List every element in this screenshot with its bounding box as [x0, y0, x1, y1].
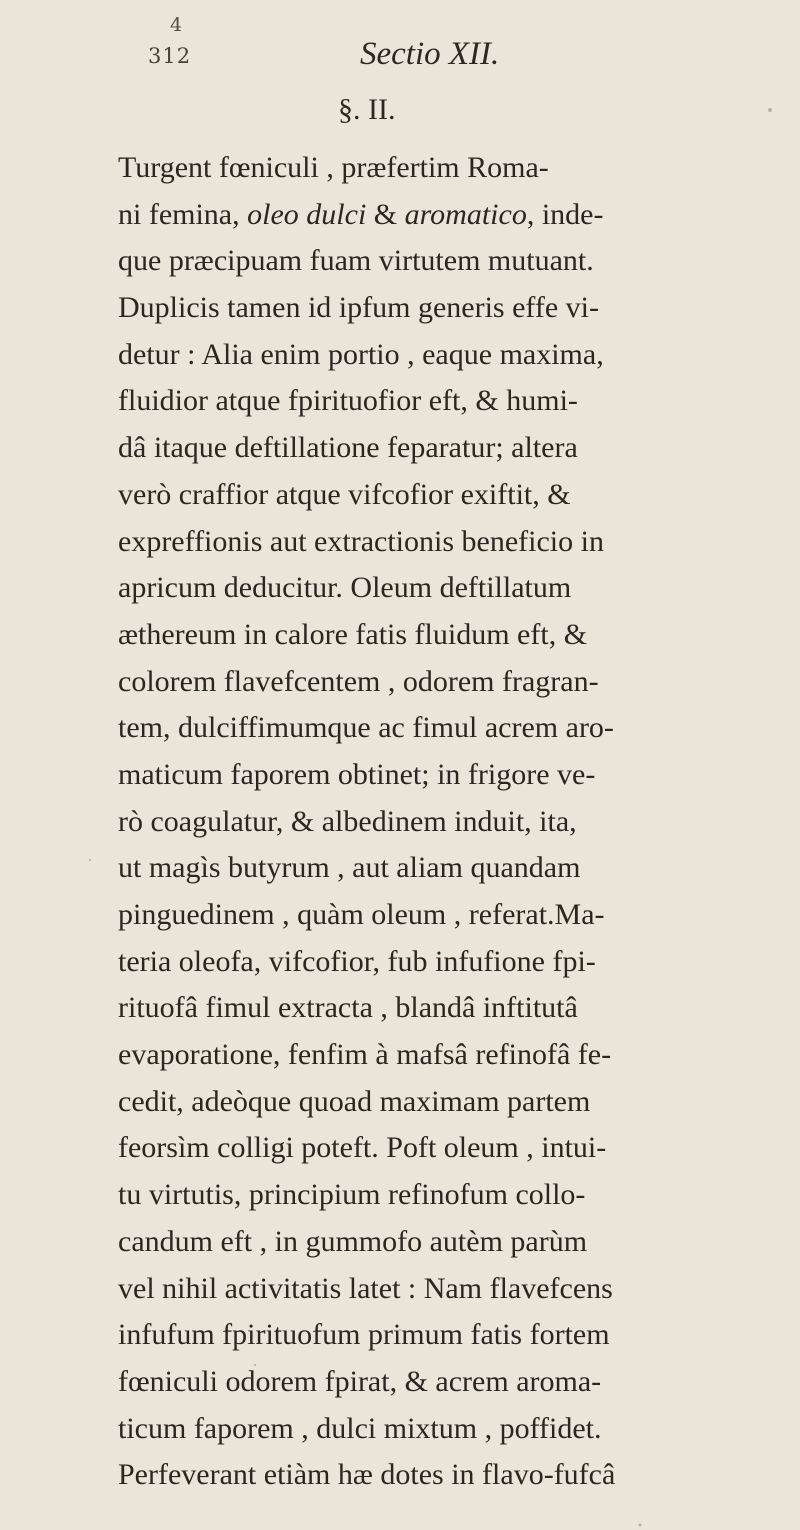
text-line — [118, 1079, 788, 1126]
italic-text: aromatico — [404, 197, 527, 231]
text-line — [118, 1406, 788, 1453]
text-line — [118, 332, 788, 379]
text-run: vel nihil activitatis latet : Nam flavefcens — [118, 1271, 613, 1305]
text-run: ni femina, — [118, 197, 248, 231]
text-run: ticum faporem , dulci mixtum , poffidet. — [118, 1411, 602, 1445]
text-line — [118, 1312, 788, 1359]
text-run: æthereum in calore fatis fluidum eft, & — [118, 617, 588, 651]
text-run: maticum faporem obtinet; in frigore ve- — [118, 757, 596, 791]
text-run: pinguedinem , quàm oleum , referat.Ma- — [118, 898, 605, 931]
text-run: tu virtutis, principium refinofum collo- — [118, 1178, 586, 1212]
text-run: fœniculi odorem fpirat, & acrem aroma- — [118, 1364, 602, 1398]
text-line — [118, 565, 788, 612]
text-run: verò craffior atque vifcofior exiftit, & — [118, 477, 571, 511]
italic-text: oleo dulci — [247, 197, 367, 231]
text-run: colorem flavefcentem , odorem fragran- — [118, 664, 599, 698]
text-line — [118, 238, 788, 285]
text-line — [118, 752, 788, 799]
text-line — [118, 1032, 788, 1079]
text-line — [118, 892, 788, 939]
text-line — [118, 1452, 788, 1499]
text-run: candum eft , in gummofo autèm parùm — [118, 1224, 588, 1258]
page-mark: 4 — [170, 14, 183, 36]
text-run: Turgent fœniculi , præfertim Roma- — [118, 151, 549, 184]
text-line — [118, 985, 788, 1032]
text-line — [118, 1266, 788, 1313]
text-line — [118, 799, 788, 846]
text-run: infufum fpirituofum primum fatis fortem — [118, 1318, 610, 1352]
text-line — [118, 612, 788, 659]
text-line — [118, 1125, 788, 1172]
body-text — [118, 145, 788, 1499]
text-line — [118, 1219, 788, 1266]
text-line — [118, 1172, 788, 1219]
text-run: que præcipuam fuam virtutem mutuant. — [118, 244, 594, 278]
text-run: teria oleofa, vifcofior, fub infufione fpi- — [118, 944, 596, 978]
text-run: feorsìm colligi poteft. Poft oleum , intui- — [118, 1131, 607, 1165]
text-run: dâ itaque deftillatione feparatur; altera — [118, 431, 578, 465]
text-run: , inde- — [526, 197, 604, 231]
text-run: expreffionis aut extractionis beneficio in — [118, 524, 604, 558]
text-run: & — [366, 197, 405, 231]
text-line — [118, 519, 788, 566]
running-head: Sectio XII. — [360, 36, 500, 72]
text-line — [118, 192, 788, 239]
text-run: rò coagulatur, & albedinem induit, ita, — [118, 804, 577, 838]
text-run: cedit, adeòque quoad maximam partem — [118, 1084, 591, 1118]
text-run: detur : Alia enim portio , eaque maxima, — [118, 337, 604, 371]
text-line — [118, 378, 788, 425]
text-run: Perfeverant etiàm hæ dotes in flavo-fufcâ — [118, 1458, 616, 1492]
text-line — [118, 145, 788, 192]
text-line — [118, 659, 788, 706]
text-line — [118, 939, 788, 986]
text-run: ut magìs butyrum , aut aliam quandam — [118, 851, 581, 885]
text-run: tem, dulciffimumque ac fimul acrem aro- — [118, 711, 614, 745]
page-number: 312 — [148, 44, 192, 68]
text-run: apricum deducitur. Oleum deftillatum — [118, 571, 572, 605]
text-run: Duplicis tamen id ipfum generis effe vi- — [118, 291, 599, 325]
text-line — [118, 285, 788, 332]
text-line — [118, 472, 788, 519]
text-run: rituofâ fimul extracta , blandâ inftitutâ — [118, 991, 578, 1025]
text-line — [118, 1359, 788, 1406]
text-line — [118, 845, 788, 892]
text-run: fluidior atque fpirituofior eft, & humi- — [118, 384, 578, 418]
section-mark: §. II. — [338, 93, 396, 126]
text-run: evaporatione, fenfim à mafsâ refinofâ fe- — [118, 1038, 612, 1072]
text-line — [118, 705, 788, 752]
text-line — [118, 425, 788, 472]
